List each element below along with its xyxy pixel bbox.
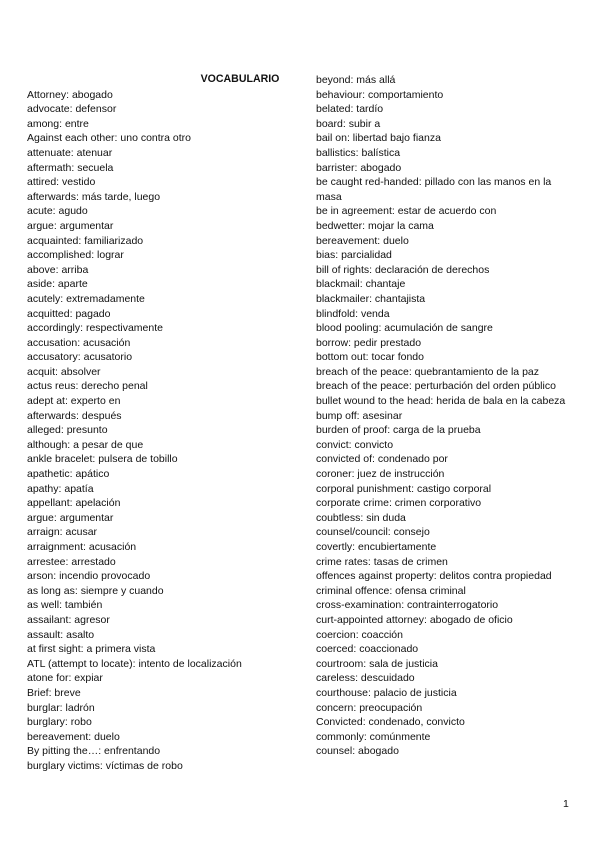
vocabulary-entry: convicted of: condenado por (316, 453, 448, 466)
vocabulary-entry: courtroom: sala de justicia (316, 657, 438, 670)
vocabulary-entry: argue: argumentar (27, 219, 114, 232)
vocabulary-entry: bullet wound to the head: herida de bala en la cabeza (316, 395, 566, 408)
vocabulary-entry: be in agreement: estar de acuerdo con (316, 205, 497, 218)
vocabulary-entry: belated: tardío (316, 103, 384, 116)
vocabulary-entry: afterwards: más tarde, luego (27, 190, 161, 203)
vocabulary-entry: at first sight: a primera vista (27, 643, 156, 656)
vocabulary-entry: burglary victims: víctimas de robo (27, 759, 183, 772)
vocabulary-entry: Brief: breve (27, 686, 81, 699)
vocabulary-entry: breach of the peace: perturbación del orden público (316, 380, 556, 393)
vocabulary-entry: arraign: acusar (27, 526, 98, 539)
vocabulary-entry: blackmail: chantaje (316, 278, 406, 291)
vocabulary-entry: aside: aparte (27, 278, 88, 291)
vocabulary-entry: bump off: asesinar (316, 409, 403, 422)
vocabulary-entry: coerced: coaccionado (316, 643, 419, 656)
vocabulary-entry: corporal punishment: castigo corporal (316, 482, 492, 495)
vocabulary-entry: bereavement: duelo (27, 730, 120, 743)
vocabulary-entry: coroner: juez de instrucción (316, 468, 445, 481)
vocabulary-entry: afterwards: después (27, 409, 122, 422)
vocabulary-entry: Convicted: condenado, convicto (316, 716, 465, 729)
vocabulary-entry: offences against property: delitos contra propiedad (316, 570, 552, 583)
vocabulary-entry: as well: también (27, 599, 103, 612)
vocabulary-entry: concern: preocupación (316, 701, 423, 714)
vocabulary-entry: breach of the peace: quebrantamiento de la paz (316, 365, 539, 378)
vocabulary-entry: acquitted: pagado (27, 307, 111, 320)
vocabulary-entry: adept at: experto en (27, 395, 121, 408)
vocabulary-entry: beyond: más allá (316, 74, 396, 86)
vocabulary-entry: borrow: pedir prestado (316, 336, 422, 349)
vocabulary-entry: coubtless: sin duda (316, 511, 406, 524)
vocabulary-entry: arson: incendio provocado (27, 570, 151, 583)
vocabulary-entry: behaviour: comportamiento (316, 88, 444, 101)
vocabulary-entry: appellant: apelación (27, 497, 121, 510)
vocabulary-entry: accusatory: acusatorio (27, 351, 133, 364)
vocabulary-entry: acquit: absolver (27, 365, 101, 378)
vocabulary-entry: argue: argumentar (27, 511, 114, 524)
vocabulary-entry: bottom out: tocar fondo (316, 351, 424, 364)
vocabulary-entry: apathetic: apático (27, 468, 110, 481)
vocabulary-entry: accomplished: lograr (27, 249, 124, 262)
vocabulary-entry: counsel/council: consejo (316, 526, 430, 539)
vocabulary-entry: accusation: acusación (27, 336, 131, 349)
vocabulary-entry: as long as: siempre y cuando (27, 584, 164, 597)
vocabulary-entry: alleged: presunto (27, 424, 108, 437)
vocabulary-entry: cross-examination: contrainterrogatorio (316, 599, 499, 612)
vocabulary-entry: By pitting the…: enfrentando (27, 745, 161, 758)
vocabulary-entry: acute: agudo (27, 205, 88, 218)
vocabulary-entry: blindfold: venda (316, 307, 390, 320)
page-title: VOCABULARIO (200, 73, 280, 85)
vocabulary-entry: apathy: apatía (27, 482, 94, 495)
vocabulary-right-column (316, 73, 578, 759)
vocabulary-entry: Against each other: uno contra otro (27, 132, 192, 145)
vocabulary-entry: board: subir a (316, 117, 381, 130)
vocabulary-entry: ankle bracelet: pulsera de tobillo (27, 453, 178, 466)
vocabulary-entry: covertly: encubiertamente (316, 541, 437, 553)
vocabulary-entry: ATL (attempt to locate): intento de localización (27, 657, 242, 670)
vocabulary-entry: be caught red-handed: pillado con las manos en la masa (316, 176, 552, 203)
vocabulary-entry: attenuate: atenuar (27, 146, 113, 159)
vocabulary-left-column (27, 73, 289, 774)
vocabulary-entry: acutely: extremadamente (27, 292, 145, 305)
vocabulary-entry: barrister: abogado (316, 161, 402, 174)
vocabulary-entry: advocate: defensor (27, 103, 117, 116)
vocabulary-entry: attired: vestido (27, 176, 96, 189)
vocabulary-entry: burden of proof: carga de la prueba (316, 424, 481, 437)
vocabulary-entry: although: a pesar de que (27, 438, 144, 451)
vocabulary-entry: Attorney: abogado (27, 88, 113, 101)
vocabulary-entry: careless: descuidado (316, 672, 415, 685)
vocabulary-entry: bedwetter: mojar la cama (316, 219, 434, 232)
vocabulary-entry: ballistics: balística (316, 146, 401, 159)
vocabulary-entry: burglary: robo (27, 716, 92, 729)
vocabulary-entry: blackmailer: chantajista (316, 292, 426, 305)
vocabulary-entry: courthouse: palacio de justicia (316, 686, 457, 699)
vocabulary-entry: bill of rights: declaración de derechos (316, 263, 490, 276)
vocabulary-entry: assailant: agresor (27, 613, 110, 626)
vocabulary-entry: acquainted: familiarizado (27, 234, 144, 247)
vocabulary-entry: arrestee: arrestado (27, 555, 116, 568)
vocabulary-entry: convict: convicto (316, 438, 394, 451)
vocabulary-entry: coercion: coacción (316, 628, 403, 641)
vocabulary-entry: curt-appointed attorney: abogado de oficio (316, 613, 513, 626)
vocabulary-entry: bereavement: duelo (316, 234, 409, 247)
vocabulary-entry: bail on: libertad bajo fianza (316, 132, 441, 145)
vocabulary-entry: blood pooling: acumulación de sangre (316, 322, 493, 335)
vocabulary-entry: bias: parcialidad (316, 249, 392, 262)
vocabulary-entry: criminal offence: ofensa criminal (316, 584, 466, 597)
vocabulary-entry: corporate crime: crimen corporativo (316, 497, 482, 510)
vocabulary-entry: atone for: expiar (27, 672, 103, 685)
vocabulary-entry: aftermath: secuela (27, 161, 114, 174)
vocabulary-entry: arraignment: acusación (27, 541, 137, 553)
vocabulary-entry: burglar: ladrón (27, 701, 95, 714)
vocabulary-entry: among: entre (27, 117, 89, 130)
vocabulary-entry: actus reus: derecho penal (27, 380, 148, 393)
page-number: 1 (563, 798, 569, 810)
vocabulary-entry: crime rates: tasas de crimen (316, 555, 448, 568)
vocabulary-entry: accordingly: respectivamente (27, 322, 163, 335)
vocabulary-entry: assault: asalto (27, 628, 95, 641)
vocabulary-entry: counsel: abogado (316, 745, 399, 758)
vocabulary-entry: commonly: comúnmente (316, 730, 431, 743)
vocabulary-entry: above: arriba (27, 263, 89, 276)
